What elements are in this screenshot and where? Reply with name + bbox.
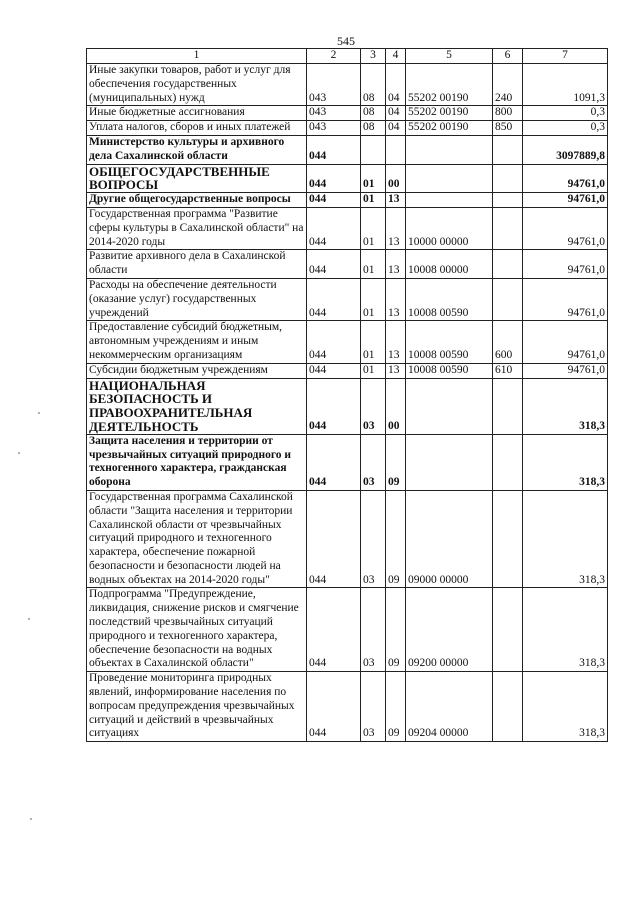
table-row — [87, 588, 608, 672]
row-name: Проведение мониторинга природных явлений, информирование населения по вопросам предупреждения чрезвычайных ситуаций и действий в чрезвычайных ситуациях — [87, 672, 307, 742]
table-row — [87, 193, 608, 208]
scan-speck — [28, 618, 30, 620]
row-expense-type — [493, 278, 523, 320]
row-amount: 1091,3 — [523, 64, 608, 106]
table-row — [87, 121, 608, 136]
row-code: 043 — [307, 64, 361, 106]
row-code: 044 — [307, 588, 361, 672]
row-expense-type: 240 — [493, 64, 523, 106]
table-row — [87, 490, 608, 588]
header-cell: 3 — [361, 49, 386, 64]
row-name: Иные закупки товаров, работ и услуг для обеспечения государственных (муниципальных) нужд — [87, 64, 307, 106]
row-subsection: 00 — [386, 378, 406, 434]
table-row — [87, 135, 608, 164]
row-target-article: 09000 00000 — [406, 490, 493, 588]
row-subsection: 09 — [386, 490, 406, 588]
row-expense-type — [493, 135, 523, 164]
row-target-article — [406, 164, 493, 193]
row-expense-type — [493, 207, 523, 249]
scan-speck — [18, 452, 20, 454]
table-row — [87, 250, 608, 279]
row-subsection: 04 — [386, 64, 406, 106]
row-subsection: 13 — [386, 278, 406, 320]
row-name: Предоставление субсидий бюджетным, автономным учреждениям и иным некоммерческим организациям — [87, 321, 307, 363]
row-subsection: 13 — [386, 363, 406, 378]
scan-speck — [38, 412, 40, 414]
table-row — [87, 64, 608, 106]
page-number: 545 — [337, 34, 355, 48]
row-section: 01 — [361, 363, 386, 378]
header-cell: 1 — [87, 49, 307, 64]
header-cell: 5 — [406, 49, 493, 64]
row-subsection: 04 — [386, 106, 406, 121]
row-section: 03 — [361, 378, 386, 434]
row-section — [361, 135, 386, 164]
row-code: 044 — [307, 321, 361, 363]
table-row — [87, 378, 608, 434]
row-expense-type — [493, 164, 523, 193]
row-subsection: 09 — [386, 434, 406, 490]
row-section: 01 — [361, 321, 386, 363]
row-subsection: 09 — [386, 672, 406, 742]
row-name: Защита населения и территории от чрезвычайных ситуаций природного и техногенного характера, гражданская оборона — [87, 434, 307, 490]
row-section: 03 — [361, 434, 386, 490]
row-amount: 0,3 — [523, 106, 608, 121]
row-name: Развитие архивного дела в Сахалинской области — [87, 250, 307, 279]
row-target-article: 55202 00190 — [406, 121, 493, 136]
row-section: 03 — [361, 672, 386, 742]
row-expense-type — [493, 250, 523, 279]
table-row — [87, 106, 608, 121]
row-section: 08 — [361, 106, 386, 121]
row-expense-type — [493, 434, 523, 490]
row-name: Государственная программа Сахалинской области "Защита населения и территории Сахалинской области от чрезвычайных ситуаций природного и техногенного характера, обеспечение пожарной безопасности и безопасности людей на водных объектах на 2014-2020 годы" — [87, 490, 307, 588]
row-target-article — [406, 434, 493, 490]
row-target-article — [406, 135, 493, 164]
row-expense-type: 850 — [493, 121, 523, 136]
row-name: Другие общегосударственные вопросы — [87, 193, 307, 208]
row-section: 08 — [361, 64, 386, 106]
header-cell: 6 — [493, 49, 523, 64]
row-target-article — [406, 193, 493, 208]
row-name: Иные бюджетные ассигнования — [87, 106, 307, 121]
row-section: 01 — [361, 278, 386, 320]
row-target-article: 10008 00000 — [406, 250, 493, 279]
row-subsection: 13 — [386, 321, 406, 363]
row-expense-type: 600 — [493, 321, 523, 363]
row-amount: 94761,0 — [523, 321, 608, 363]
row-code: 044 — [307, 278, 361, 320]
row-subsection: 13 — [386, 207, 406, 249]
row-amount: 94761,0 — [523, 278, 608, 320]
row-target-article — [406, 378, 493, 434]
row-target-article: 10008 00590 — [406, 363, 493, 378]
row-code: 044 — [307, 250, 361, 279]
row-subsection: 09 — [386, 588, 406, 672]
row-expense-type: 610 — [493, 363, 523, 378]
row-amount: 318,3 — [523, 588, 608, 672]
row-code: 044 — [307, 363, 361, 378]
header-row — [87, 49, 608, 64]
row-expense-type — [493, 490, 523, 588]
row-amount: 94761,0 — [523, 250, 608, 279]
row-code: 044 — [307, 207, 361, 249]
row-code: 044 — [307, 164, 361, 193]
row-code: 044 — [307, 135, 361, 164]
row-subsection: 04 — [386, 121, 406, 136]
row-amount: 318,3 — [523, 434, 608, 490]
row-amount: 94761,0 — [523, 164, 608, 193]
row-expense-type — [493, 672, 523, 742]
row-name: НАЦИОНАЛЬНАЯ БЕЗОПАСНОСТЬ И ПРАВООХРАНИТЕЛЬНАЯ ДЕЯТЕЛЬНОСТЬ — [87, 378, 307, 434]
row-expense-type — [493, 588, 523, 672]
budget-table — [86, 48, 608, 742]
row-amount: 318,3 — [523, 378, 608, 434]
table-row — [87, 672, 608, 742]
row-amount: 94761,0 — [523, 207, 608, 249]
row-name: Уплата налогов, сборов и иных платежей — [87, 121, 307, 136]
row-target-article: 09204 00000 — [406, 672, 493, 742]
row-subsection: 00 — [386, 164, 406, 193]
row-section: 03 — [361, 588, 386, 672]
row-section: 01 — [361, 250, 386, 279]
row-subsection: 13 — [386, 193, 406, 208]
row-code: 043 — [307, 121, 361, 136]
row-amount: 3097889,8 — [523, 135, 608, 164]
row-target-article: 09200 00000 — [406, 588, 493, 672]
row-code: 044 — [307, 434, 361, 490]
row-amount: 94761,0 — [523, 193, 608, 208]
row-target-article: 10000 00000 — [406, 207, 493, 249]
row-name: ОБЩЕГОСУДАРСТВЕННЫЕ ВОПРОСЫ — [87, 164, 307, 193]
row-code: 044 — [307, 672, 361, 742]
row-target-article: 10008 00590 — [406, 278, 493, 320]
row-section: 01 — [361, 164, 386, 193]
row-target-article: 10008 00590 — [406, 321, 493, 363]
header-cell: 7 — [523, 49, 608, 64]
row-expense-type: 800 — [493, 106, 523, 121]
row-subsection — [386, 135, 406, 164]
header-cell: 2 — [307, 49, 361, 64]
table-row — [87, 434, 608, 490]
row-code: 043 — [307, 106, 361, 121]
row-target-article: 55202 00190 — [406, 64, 493, 106]
row-code: 044 — [307, 490, 361, 588]
row-name: Министерство культуры и архивного дела Сахалинской области — [87, 135, 307, 164]
row-name: Подпрограмма "Предупреждение, ликвидация, снижение рисков и смягчение последствий чрезвычайных ситуаций природного и техногенного характера, обеспечение безопасности на водных объектах в Сахалинской области" — [87, 588, 307, 672]
row-section: 01 — [361, 207, 386, 249]
row-amount: 0,3 — [523, 121, 608, 136]
row-code: 044 — [307, 378, 361, 434]
row-amount: 318,3 — [523, 672, 608, 742]
row-expense-type — [493, 378, 523, 434]
header-cell: 4 — [386, 49, 406, 64]
scan-speck — [30, 818, 32, 820]
row-target-article: 55202 00190 — [406, 106, 493, 121]
row-amount: 318,3 — [523, 490, 608, 588]
row-section: 08 — [361, 121, 386, 136]
row-amount: 94761,0 — [523, 363, 608, 378]
row-name: Расходы на обеспечение деятельности (оказание услуг) государственных учреждений — [87, 278, 307, 320]
row-expense-type — [493, 193, 523, 208]
row-subsection: 13 — [386, 250, 406, 279]
table-row — [87, 363, 608, 378]
table-row — [87, 207, 608, 249]
row-name: Субсидии бюджетным учреждениям — [87, 363, 307, 378]
row-section: 01 — [361, 193, 386, 208]
row-section: 03 — [361, 490, 386, 588]
table-row — [87, 321, 608, 363]
row-code: 044 — [307, 193, 361, 208]
row-name: Государственная программа "Развитие сферы культуры в Сахалинской области" на 2014-2020 годы — [87, 207, 307, 249]
table-row — [87, 164, 608, 193]
table-row — [87, 278, 608, 320]
